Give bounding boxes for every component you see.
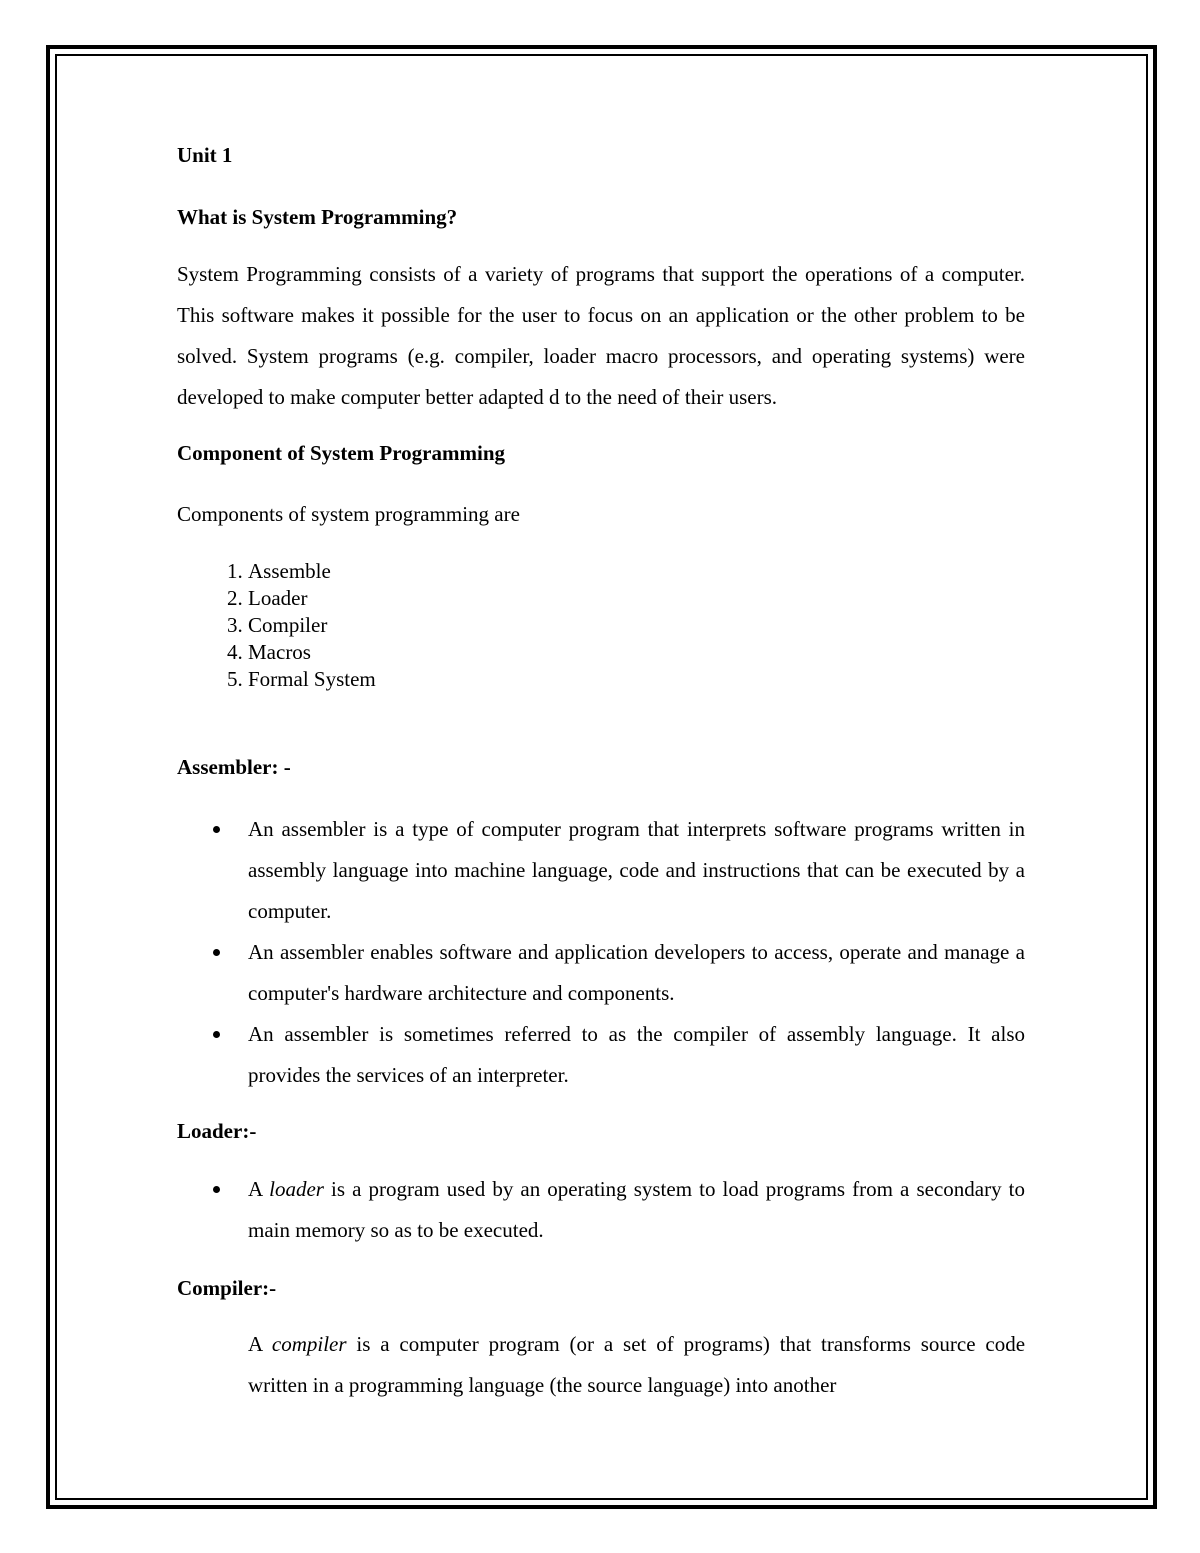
loader-term: loader: [269, 1177, 324, 1201]
compiler-text: is a computer program (or a set of programs) that transforms source code written in a programming language (the source language) into another: [248, 1332, 1026, 1397]
list-item: 2. Loader: [248, 585, 1025, 612]
list-item: 5. Formal System: [248, 666, 1025, 693]
compiler-paragraph: [177, 1324, 1025, 1406]
loader-heading: Loader:-: [177, 1119, 257, 1143]
bullet-icon: [213, 949, 220, 956]
document-body: [177, 140, 1025, 1406]
unit-title: Unit 1: [177, 143, 233, 167]
list-item: 4. Macros: [248, 639, 1025, 666]
bullet-text: An assembler enables software and application developers to access, operate and manage a computer's hardware architecture and components.: [248, 940, 1025, 1005]
components-intro: Components of system programming are: [177, 502, 520, 526]
what-is-paragraph: System Programming consists of a variety of programs that support the operations of a computer. This software makes it possible for the user to focus on an application or the other problem to be solved. System programs (e.g. compiler, loader macro processors, and operating systems) were developed to make computer better adapted d to the need of their users.: [177, 262, 1025, 409]
list-item: 3. Compiler: [248, 612, 1025, 639]
list-item: [248, 809, 1025, 932]
assembler-bullets: [177, 809, 1025, 1096]
assembler-heading: Assembler: -: [177, 755, 291, 779]
list-item: [248, 932, 1025, 1014]
bullet-text: is a program used by an operating system to load programs from a secondary to main memory so as to be executed.: [248, 1177, 1026, 1242]
components-heading: Component of System Programming: [177, 441, 506, 465]
bullet-text: An assembler is sometimes referred to as the compiler of assembly language. It also provides the services of an interpreter.: [248, 1022, 1025, 1087]
what-is-heading: What is System Programming?: [177, 205, 458, 229]
compiler-prefix: A: [248, 1332, 263, 1356]
compiler-heading: Compiler:-: [177, 1276, 277, 1300]
components-list: [177, 558, 1025, 693]
list-item: 1. Assemble: [248, 558, 1025, 585]
bullet-icon: [213, 1186, 220, 1193]
loader-bullets: [177, 1169, 1025, 1251]
list-item: [248, 1014, 1025, 1096]
compiler-term: compiler: [271, 1332, 347, 1356]
bullet-icon: [213, 1031, 220, 1038]
bullet-prefix: A: [248, 1177, 263, 1201]
bullet-icon: [213, 826, 220, 833]
bullet-text: An assembler is a type of computer program that interprets software programs written in assembly language into machine language, code and instructions that can be executed by a computer.: [248, 817, 1025, 923]
list-item: [248, 1169, 1025, 1251]
